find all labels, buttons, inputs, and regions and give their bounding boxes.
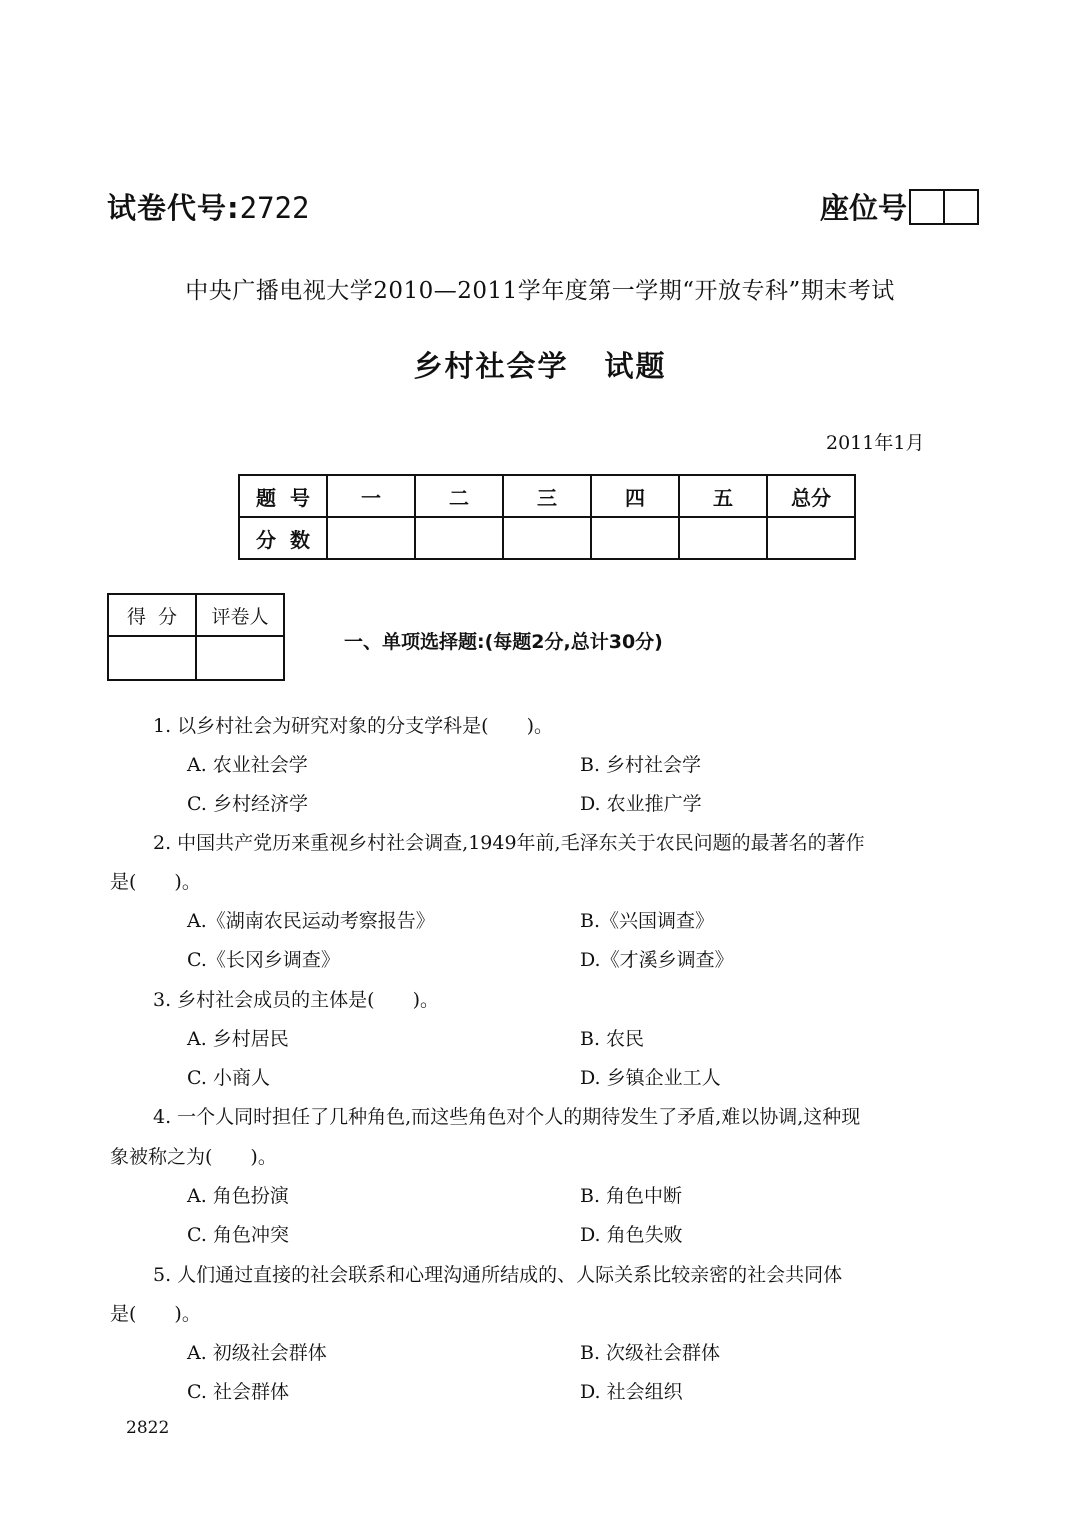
exam-line: 中央广播电视大学2010—2011学年度第一学期“开放专科”期末考试 xyxy=(185,278,895,304)
grader-score-label: 得分 xyxy=(108,594,196,636)
grader-name-label: 评卷人 xyxy=(196,594,284,636)
question-stem: 3. 乡村社会成员的主体是( )。 xyxy=(153,989,439,1011)
score-cell xyxy=(679,517,767,559)
score-table-score-row xyxy=(239,517,855,559)
column-header: 五 xyxy=(679,475,767,517)
option-b: B.《兴国调查》 xyxy=(580,910,715,932)
section-heading: 一、单项选择题:(每题2分,总计30分) xyxy=(344,631,663,653)
seat-number xyxy=(820,186,979,227)
option-d: D. 乡镇企业工人 xyxy=(580,1067,721,1089)
seat-label: 座位号 xyxy=(820,191,908,225)
option-b: B. 乡村社会学 xyxy=(580,754,702,776)
question-stem-continued: 是( )。 xyxy=(110,871,201,893)
column-header: 一 xyxy=(327,475,415,517)
grader-score-cell xyxy=(108,636,196,680)
option-a: A. 角色扮演 xyxy=(187,1185,289,1207)
paper-code-value: 2722 xyxy=(239,191,310,225)
option-a: A. 乡村居民 xyxy=(187,1028,289,1050)
option-c: C. 社会群体 xyxy=(187,1381,289,1403)
score-cell-total xyxy=(767,517,855,559)
question-stem: 4. 一个人同时担任了几种角色,而这些角色对个人的期待发生了矛盾,难以协调,这种现 xyxy=(153,1106,861,1128)
grader-box xyxy=(107,593,285,681)
column-header: 三 xyxy=(503,475,591,517)
option-d: D. 角色失败 xyxy=(580,1224,683,1246)
option-a: A.《湖南农民运动考察报告》 xyxy=(187,910,435,932)
score-table-header-row xyxy=(239,475,855,517)
question-stem: 1. 以乡村社会为研究对象的分支学科是( )。 xyxy=(153,715,553,737)
row-label-score: 分数 xyxy=(239,517,327,559)
paper-code-label: 试卷代号: xyxy=(107,191,240,225)
option-c: C. 角色冲突 xyxy=(187,1224,289,1246)
option-a: A. 农业社会学 xyxy=(187,754,308,776)
option-b: B. 农民 xyxy=(580,1028,645,1050)
score-table xyxy=(238,474,856,560)
score-cell xyxy=(503,517,591,559)
score-cell xyxy=(415,517,503,559)
paper-code xyxy=(107,186,309,227)
option-d: D.《才溪乡调查》 xyxy=(580,949,734,971)
question-stem: 2. 中国共产党历来重视乡村社会调查,1949年前,毛泽东关于农民问题的最著名的著作 xyxy=(153,832,865,854)
seat-box xyxy=(909,189,945,225)
column-header: 二 xyxy=(415,475,503,517)
page-footer-code: 2822 xyxy=(126,1418,170,1438)
option-d: D. 农业推广学 xyxy=(580,793,702,815)
score-cell xyxy=(327,517,415,559)
option-c: C. 乡村经济学 xyxy=(187,793,308,815)
grader-name-cell xyxy=(196,636,284,680)
exam-date: 2011年1月 xyxy=(826,432,925,454)
question-stem-continued: 象被称之为( )。 xyxy=(110,1146,277,1168)
row-label-question-number: 题号 xyxy=(239,475,327,517)
column-header-total: 总分 xyxy=(767,475,855,517)
column-header: 四 xyxy=(591,475,679,517)
page-title: 乡村社会学 试题 xyxy=(413,349,667,383)
option-b: B. 次级社会群体 xyxy=(580,1342,721,1364)
score-cell xyxy=(591,517,679,559)
question-stem: 5. 人们通过直接的社会联系和心理沟通所结成的、人际关系比较亲密的社会共同体 xyxy=(153,1264,843,1286)
option-b: B. 角色中断 xyxy=(580,1185,683,1207)
option-c: C.《长冈乡调查》 xyxy=(187,949,340,971)
option-c: C. 小商人 xyxy=(187,1067,270,1089)
seat-box xyxy=(945,189,979,225)
seat-boxes xyxy=(909,189,979,225)
question-stem-continued: 是( )。 xyxy=(110,1303,201,1325)
option-a: A. 初级社会群体 xyxy=(187,1342,327,1364)
option-d: D. 社会组织 xyxy=(580,1381,683,1403)
